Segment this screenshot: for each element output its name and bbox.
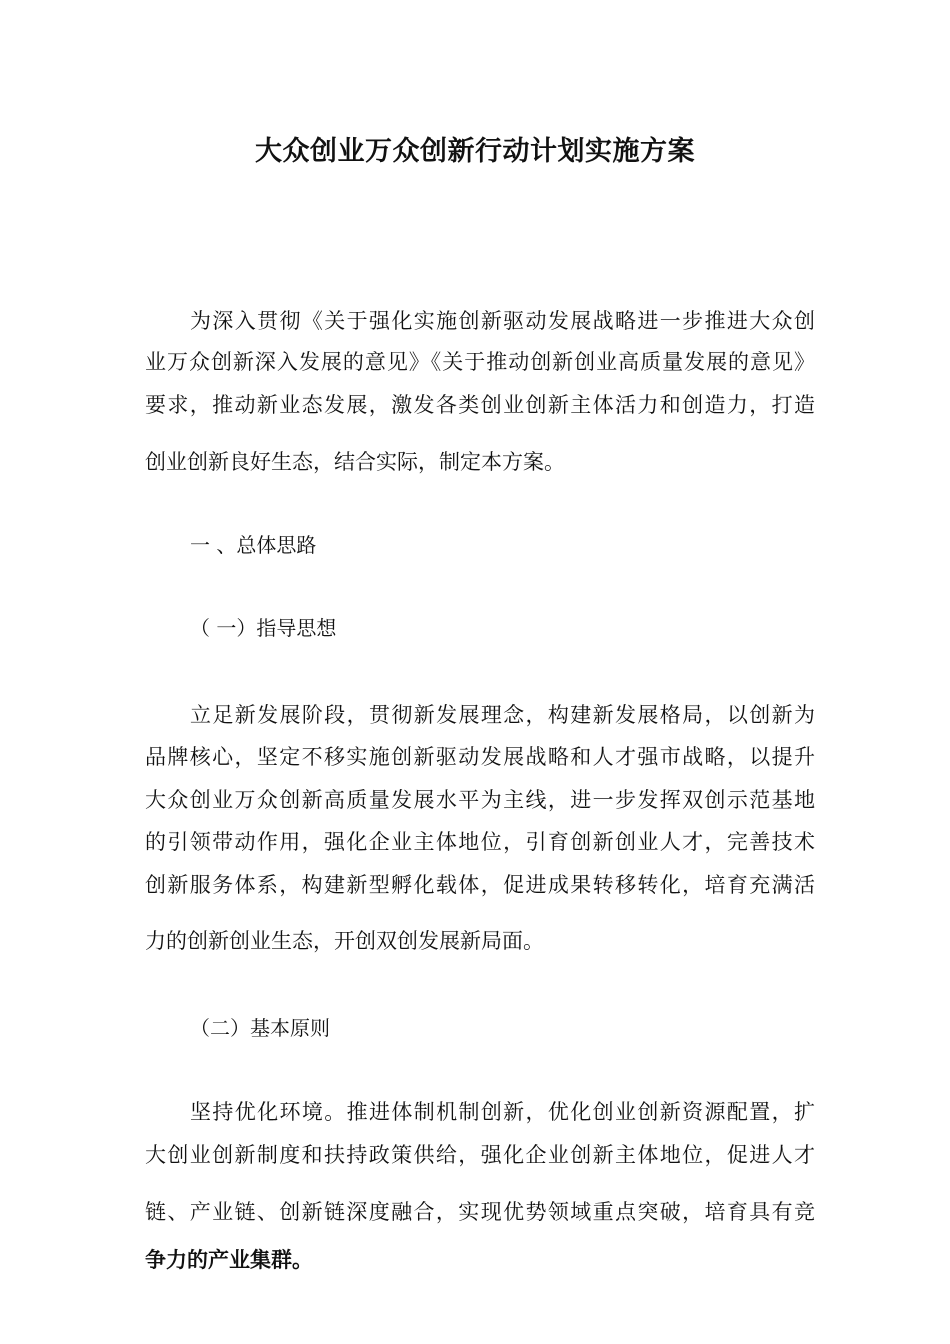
subsection-heading-basic-principles: （二）基本原则: [190, 1016, 330, 1040]
guiding-line-2: 品牌核心，坚定不移实施创新驱动发展战略和人才强市战略，以提升: [145, 745, 815, 769]
guiding-line-6: 力的创新创业生态，开创双创发展新局面。: [145, 929, 544, 953]
principles-line-2: 大创业创新制度和扶持政策供给，强化企业创新主体地位，促进人才: [145, 1143, 815, 1167]
guiding-line-3: 大众创业万众创新高质量发展水平为主线，进一步发挥双创示范基地: [145, 788, 815, 812]
intro-line-2: 业万众创新深入发展的意见》《关于推动创新创业高质量发展的意见》: [145, 350, 815, 374]
principles-line-3: 链、产业链、创新链深度融合，实现优势领域重点突破，培育具有竞: [145, 1200, 815, 1224]
subsection-heading-guiding-ideology: （ 一）指导思想: [190, 616, 337, 640]
intro-line-1: 为深入贯彻《关于强化实施创新驱动发展战略进一步推进大众创: [190, 309, 815, 333]
guiding-line-1: 立足新发展阶段，贯彻新发展理念，构建新发展格局，以创新为: [190, 703, 815, 727]
principles-line-1: 坚持优化环境。推进体制机制创新，优化创业创新资源配置，扩: [190, 1100, 815, 1124]
section-heading-overall-approach: 一 、总体思路: [190, 533, 317, 557]
document-title: 大众创业万众创新行动计划实施方案: [255, 136, 695, 167]
intro-line-3: 要求，推动新业态发展，激发各类创业创新主体活力和创造力，打造: [145, 393, 815, 417]
principles-line-4: 争力的产业集群。: [145, 1248, 313, 1272]
intro-line-4: 创业创新良好生态，结合实际，制定本方案。: [145, 450, 565, 474]
guiding-line-5: 创新服务体系，构建新型孵化载体，促进成果转移转化，培育充满活: [145, 873, 815, 897]
guiding-line-4: 的引领带动作用，强化企业主体地位，引育创新创业人才，完善技术: [145, 830, 815, 854]
